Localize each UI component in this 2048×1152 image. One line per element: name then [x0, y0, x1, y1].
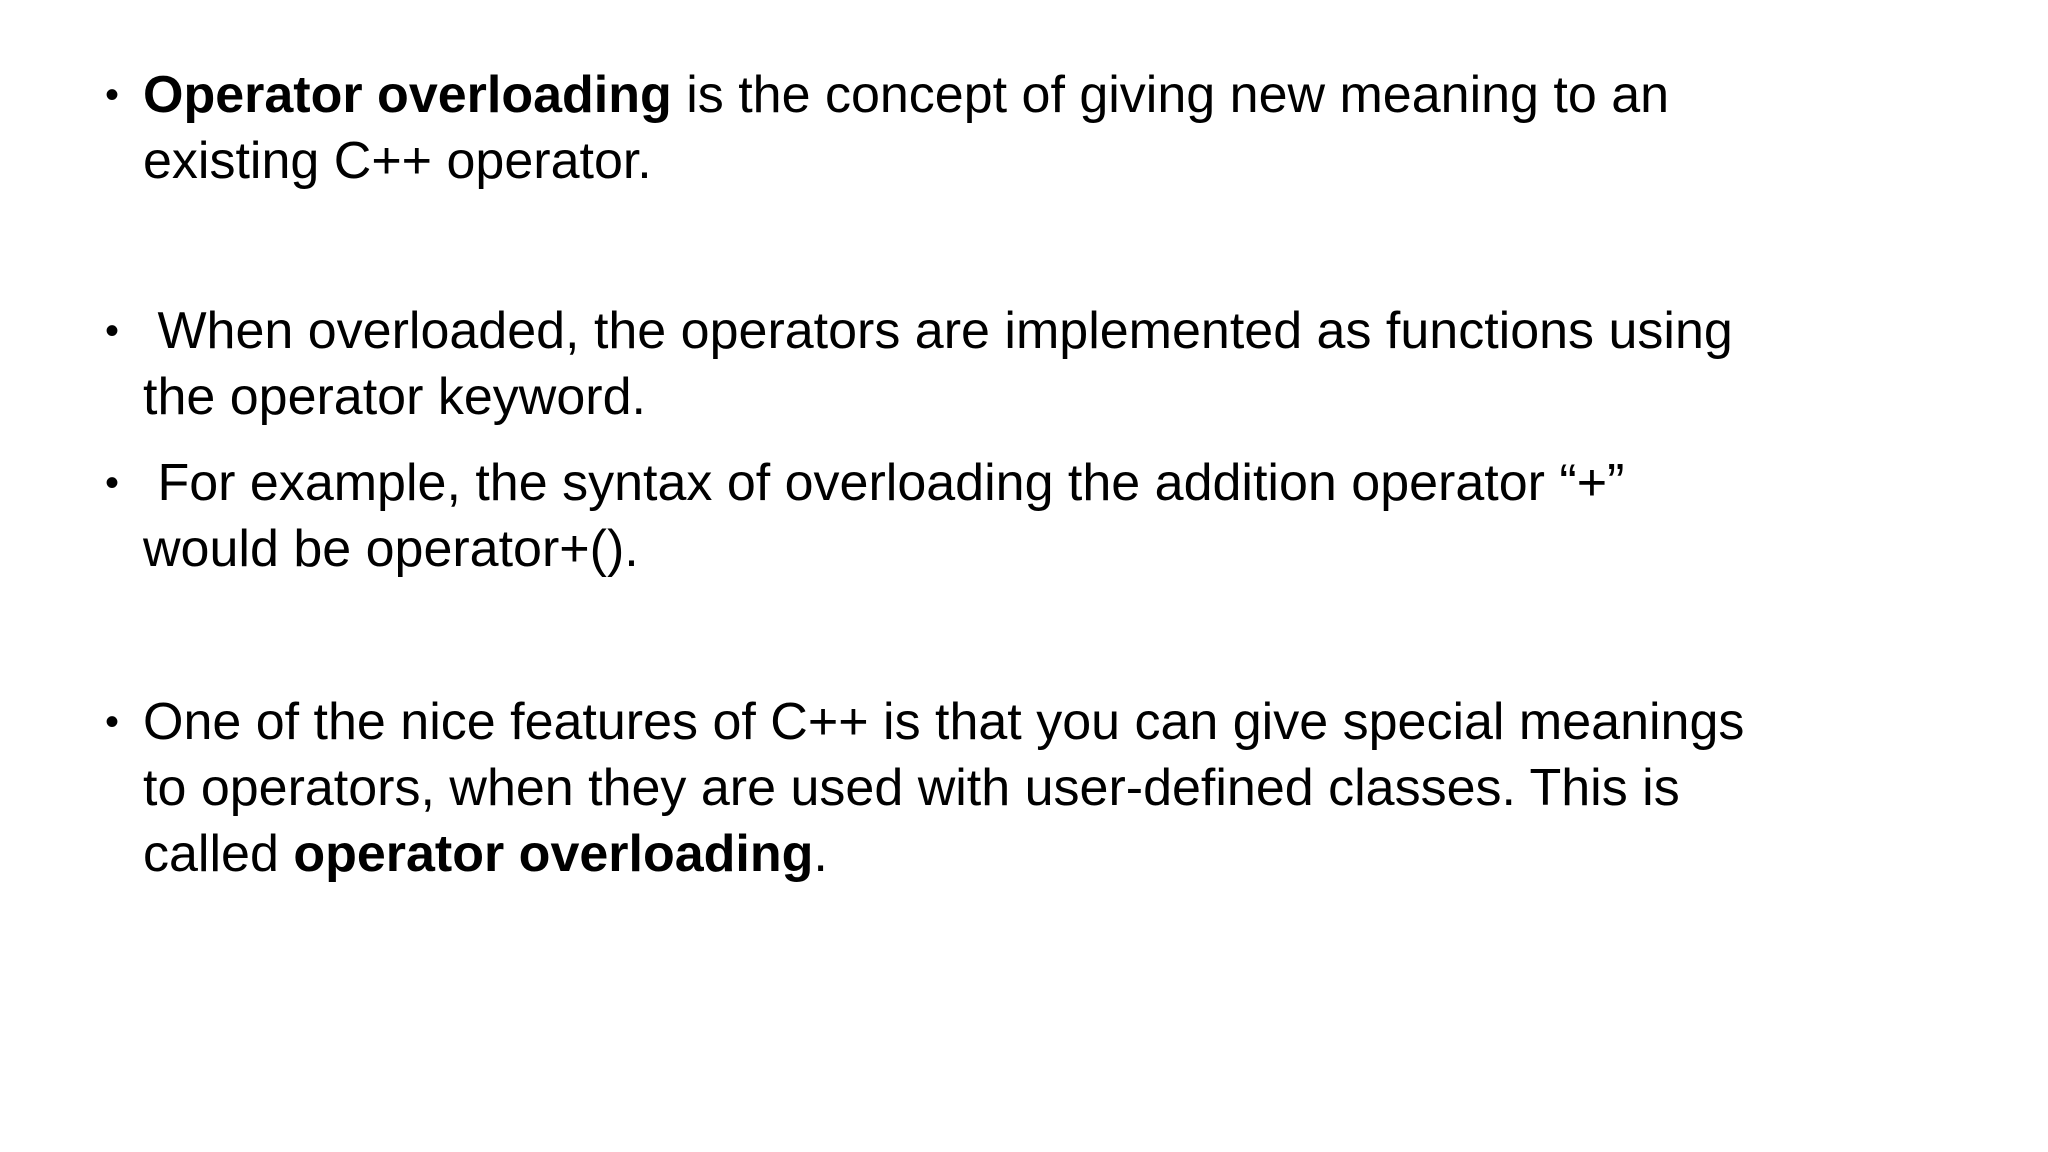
text-segment: One of the nice features of C++ is that you can give special meanings: [143, 693, 1745, 751]
bullet-nice-features: [105, 689, 1885, 887]
bullet-operator-overloading-definition: [105, 62, 1885, 194]
text-segment: to operators, when they are used with user-defined classes. This is: [143, 759, 1680, 817]
text-segment: .: [813, 825, 828, 883]
text-segment: For example, the syntax of overloading the addition operator “+”: [143, 454, 1625, 512]
text-segment: When overloaded, the operators are implemented as functions using: [143, 302, 1733, 360]
bullet-addition-operator-example: [105, 450, 1885, 582]
text-segment: is the concept of giving new meaning to an: [671, 66, 1670, 124]
text-segment: the operator keyword.: [143, 368, 646, 426]
bold-term: operator overloading: [293, 825, 814, 883]
bullet-marker: •: [105, 700, 120, 744]
bullet-text: [143, 298, 1885, 430]
bullet-implemented-as-functions: [105, 298, 1885, 430]
text-segment: called: [143, 825, 294, 883]
bullet-text: [143, 689, 1885, 887]
bullet-marker: •: [105, 461, 120, 505]
text-segment: existing C++ operator.: [143, 132, 652, 190]
bullet-marker: •: [105, 309, 120, 353]
bullet-text: [143, 450, 1885, 582]
text-segment: would be operator+().: [143, 520, 639, 578]
bullet-marker: •: [105, 73, 120, 117]
bullet-text: [143, 62, 1885, 194]
bold-term: Operator overloading: [143, 66, 672, 124]
